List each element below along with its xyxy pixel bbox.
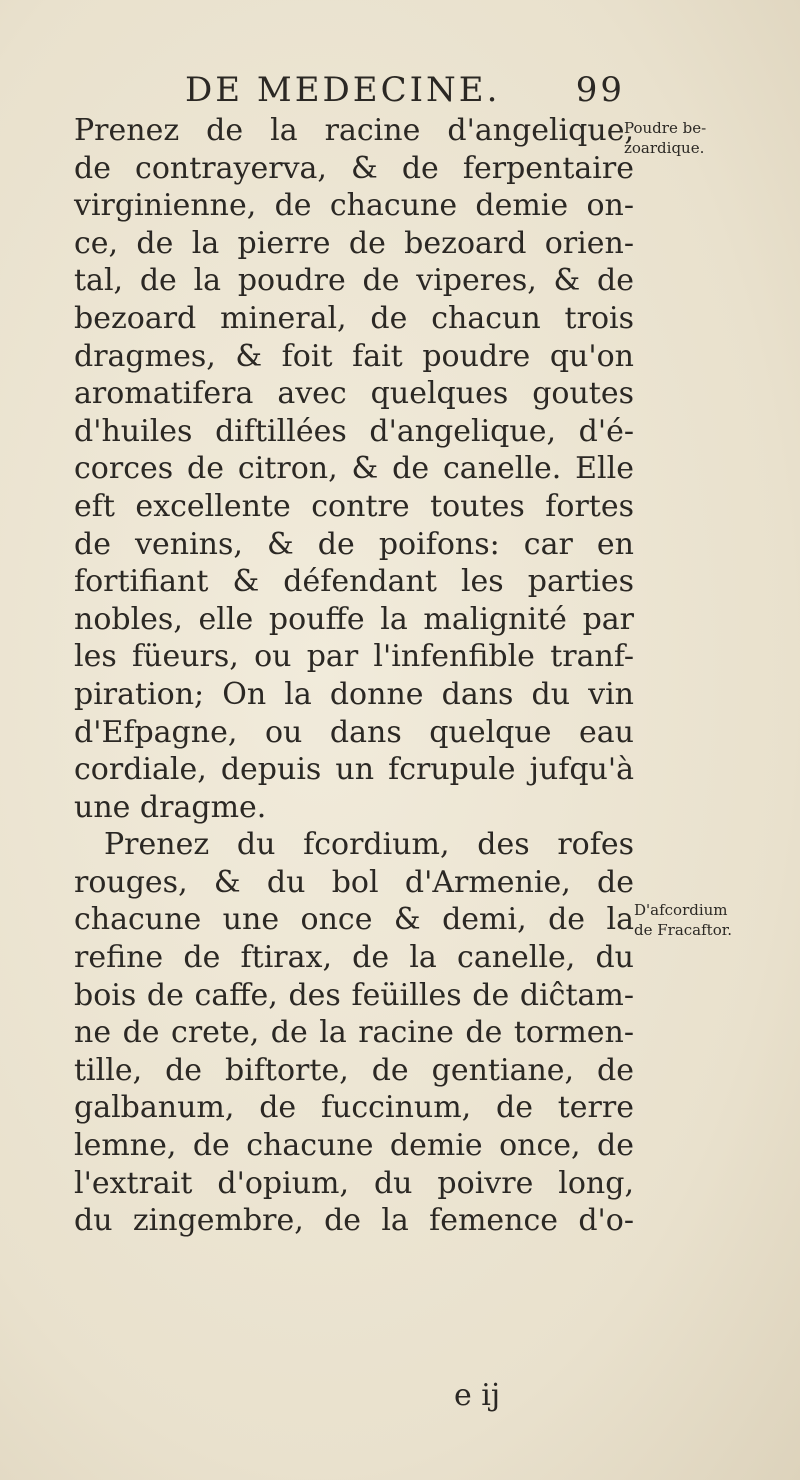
text-line: cordiale, depuis un fcrupule jufqu'à [74,752,634,788]
text-line: les füeurs, ou par l'infenfible tranf- [74,639,634,675]
margin-note-line: zoardique. [624,139,705,157]
text-line: tal, de la poudre de viperes, & de [74,263,634,299]
text-line: ne de crete, de la racine de tormen- [74,1015,634,1051]
paragraph-2 [74,826,634,1240]
text-line: tille, de biftorte, de gentiane, de [74,1052,634,1088]
text-line: nobles, elle pouffe la malignité par [74,601,634,637]
paragraph-1 [74,112,634,826]
text-line: fortifiant & défendant les parties [74,564,634,600]
signature-mark: e ij [454,1378,501,1413]
margin-note-line: de Fracaftor. [634,921,733,939]
text-line: bois de caffe, des feüilles de diĉtam- [74,977,634,1013]
page-number: 99 [575,70,625,110]
text-line: du zingembre, de la femence d'o- [74,1203,634,1239]
text-line: lemne, de chacune demie once, de [74,1128,634,1164]
text-line: de contrayerva, & de ferpentaire [74,150,634,186]
running-header [185,70,625,114]
text-line: rouges, & du bol d'Armenie, de [74,864,634,900]
margin-note-ascordium [634,900,732,940]
text-line: virginienne, de chacune demie on- [74,188,634,224]
text-line: Prenez de la racine d'angelique, [74,113,634,148]
running-title: DE MEDECINE. [185,70,501,110]
text-line: refine de ftirax, de la canelle, du [74,940,634,976]
text-line: une dragme. [74,789,267,825]
margin-note-line: D'afcordium [634,901,728,919]
text-line: ce, de la pierre de bezoard orien- [74,225,634,261]
text-line: galbanum, de fuccinum, de terre [74,1090,634,1126]
body-text [74,112,634,1240]
text-line: d'huiles diftillées d'angelique, d'é- [74,413,634,449]
text-line: corces de citron, & de canelle. Elle [74,451,634,487]
text-line: aromatifera avec quelques goutes [74,376,634,412]
margin-note-line: Poudre be- [624,119,707,137]
text-line: eft excellente contre toutes fortes [74,488,634,524]
text-line: piration; On la donne dans du vin [74,676,634,712]
text-line: bezoard mineral, de chacun trois [74,300,634,336]
margin-note-poudre-bezoardique [624,118,706,158]
text-line: chacune une once & demi, de la [74,902,634,938]
text-line: l'extrait d'opium, du poivre long, [74,1165,634,1201]
text-line: Prenez du fcordium, des rofes [104,827,634,863]
text-line: de venins, & de poifons: car en [74,526,634,562]
text-line: d'Efpagne, ou dans quelque eau [74,714,634,750]
text-line: dragmes, & foit fait poudre qu'on [74,338,634,374]
